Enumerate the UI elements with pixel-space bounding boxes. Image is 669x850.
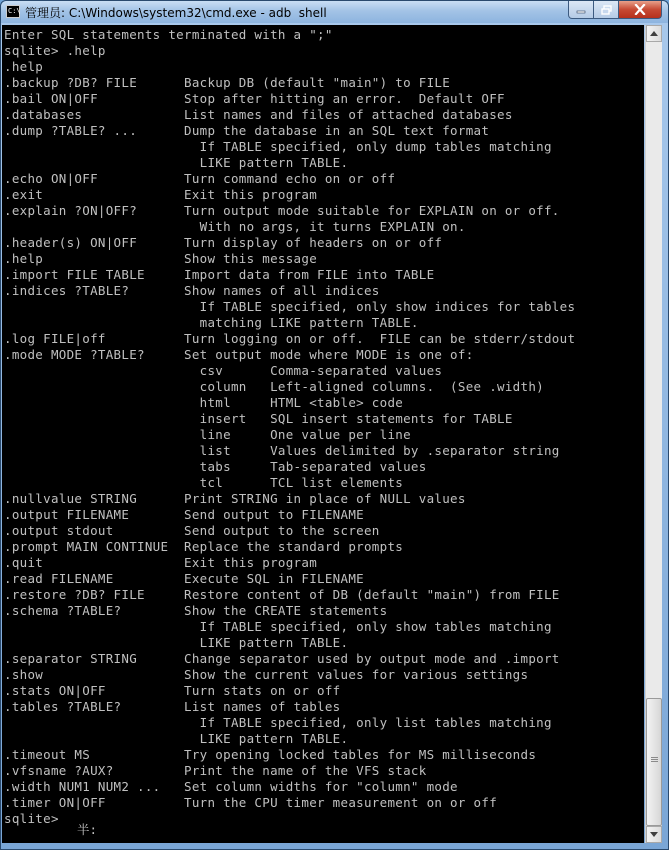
console-line: .separator STRING Change separator used by output mode and .import	[4, 651, 560, 666]
console-line: Enter SQL statements terminated with a ";"	[4, 27, 333, 42]
console-line: .exit Exit this program	[4, 187, 318, 202]
close-icon	[634, 4, 646, 15]
console-line: .nullvalue STRING Print STRING in place of NULL values	[4, 491, 466, 506]
console-line: insert SQL insert statements for TABLE	[4, 411, 513, 426]
minimize-button[interactable]	[568, 1, 594, 19]
arrow-down-icon	[650, 832, 658, 837]
console-line: .width NUM1 NUM2 ... Set column widths for "column" mode	[4, 779, 458, 794]
ime-indicator: 半:	[77, 822, 98, 837]
console-line: .show Show the current values for various settings	[4, 667, 529, 682]
console-line: .tables ?TABLE? List names of tables	[4, 699, 341, 714]
window-controls	[568, 1, 662, 20]
console-line: If TABLE specified, only list tables matching	[4, 715, 552, 730]
console-line: .mode MODE ?TABLE? Set output mode where MODE is one of:	[4, 347, 474, 362]
console-line: .databases List names and files of attached databases	[4, 107, 513, 122]
console-line: .stats ON|OFF Turn stats on or off	[4, 683, 341, 698]
console-line: sqlite>	[4, 811, 59, 826]
console-line: LIKE pattern TABLE.	[4, 635, 349, 650]
console-line: With no args, it turns EXPLAIN on.	[4, 219, 466, 234]
console-line: .log FILE|off Turn logging on or off. FILE can be stderr/stdout	[4, 331, 576, 346]
title-bar[interactable]	[1, 1, 668, 23]
console-line: .vfsname ?AUX? Print the name of the VFS stack	[4, 763, 427, 778]
console-line: line One value per line	[4, 427, 411, 442]
console-line: .explain ?ON|OFF? Turn output mode suitable for EXPLAIN on or off.	[4, 203, 560, 218]
console-line: .help	[4, 59, 44, 74]
cmd-icon[interactable]: C:\	[6, 5, 20, 18]
console-line: html HTML <table> code	[4, 395, 404, 410]
console-line: .timer ON|OFF Turn the CPU timer measurement on or off	[4, 795, 498, 810]
console-line: column Left-aligned columns. (See .width)	[4, 379, 544, 394]
vertical-scrollbar[interactable]	[645, 25, 662, 843]
window-title: 管理员: C:\Windows\system32\cmd.exe - adb shell	[25, 6, 327, 20]
grip-icon	[651, 757, 658, 758]
console-line: .import FILE TABLE Import data from FILE into TABLE	[4, 267, 435, 282]
console-line: tcl TCL list elements	[4, 475, 404, 490]
console-line: sqlite> .help	[4, 43, 106, 58]
scrollbar-thumb[interactable]	[646, 698, 662, 826]
console-line: .quit Exit this program	[4, 555, 318, 570]
console-line: If TABLE specified, only dump tables matching	[4, 139, 552, 154]
console-line: .backup ?DB? FILE Backup DB (default "main") to FILE	[4, 75, 451, 90]
minimize-icon	[576, 5, 586, 15]
arrow-up-icon	[650, 31, 658, 36]
console-line: .restore ?DB? FILE Restore content of DB (default "main") from FILE	[4, 587, 560, 602]
console-line: .help Show this message	[4, 251, 318, 266]
scroll-down-button[interactable]	[646, 826, 662, 843]
console-line: list Values delimited by .separator string	[4, 443, 560, 458]
console-line: .bail ON|OFF Stop after hitting an error. Default OFF	[4, 91, 505, 106]
console-line: .timeout MS Try opening locked tables for MS milliseconds	[4, 747, 537, 762]
console-output[interactable]	[2, 25, 644, 843]
console-line: LIKE pattern TABLE.	[4, 155, 349, 170]
console-line: If TABLE specified, only show tables matching	[4, 619, 552, 634]
console-line: tabs Tab-separated values	[4, 459, 427, 474]
console-line: .dump ?TABLE? ... Dump the database in an SQL text format	[4, 123, 490, 138]
console-line: .output FILENAME Send output to FILENAME	[4, 507, 364, 522]
console-line: .schema ?TABLE? Show the CREATE statements	[4, 603, 388, 618]
maximize-button[interactable]	[594, 1, 619, 19]
scroll-up-button[interactable]	[646, 25, 662, 42]
close-button[interactable]	[619, 1, 662, 19]
console-line: matching LIKE pattern TABLE.	[4, 315, 419, 330]
console-line: LIKE pattern TABLE.	[4, 731, 349, 746]
console-line: .echo ON|OFF Turn command echo on or off	[4, 171, 396, 186]
console-line: .read FILENAME Execute SQL in FILENAME	[4, 571, 364, 586]
console-line: .indices ?TABLE? Show names of all indices	[4, 283, 380, 298]
console-lines	[4, 27, 575, 827]
console-line: .output stdout Send output to the screen	[4, 523, 380, 538]
console-line: .header(s) ON|OFF Turn display of headers on or off	[4, 235, 443, 250]
console-line: If TABLE specified, only show indices for tables	[4, 299, 576, 314]
console-line: .prompt MAIN CONTINUE Replace the standard prompts	[4, 539, 404, 554]
restore-icon	[601, 5, 612, 15]
console-line: csv Comma-separated values	[4, 363, 443, 378]
